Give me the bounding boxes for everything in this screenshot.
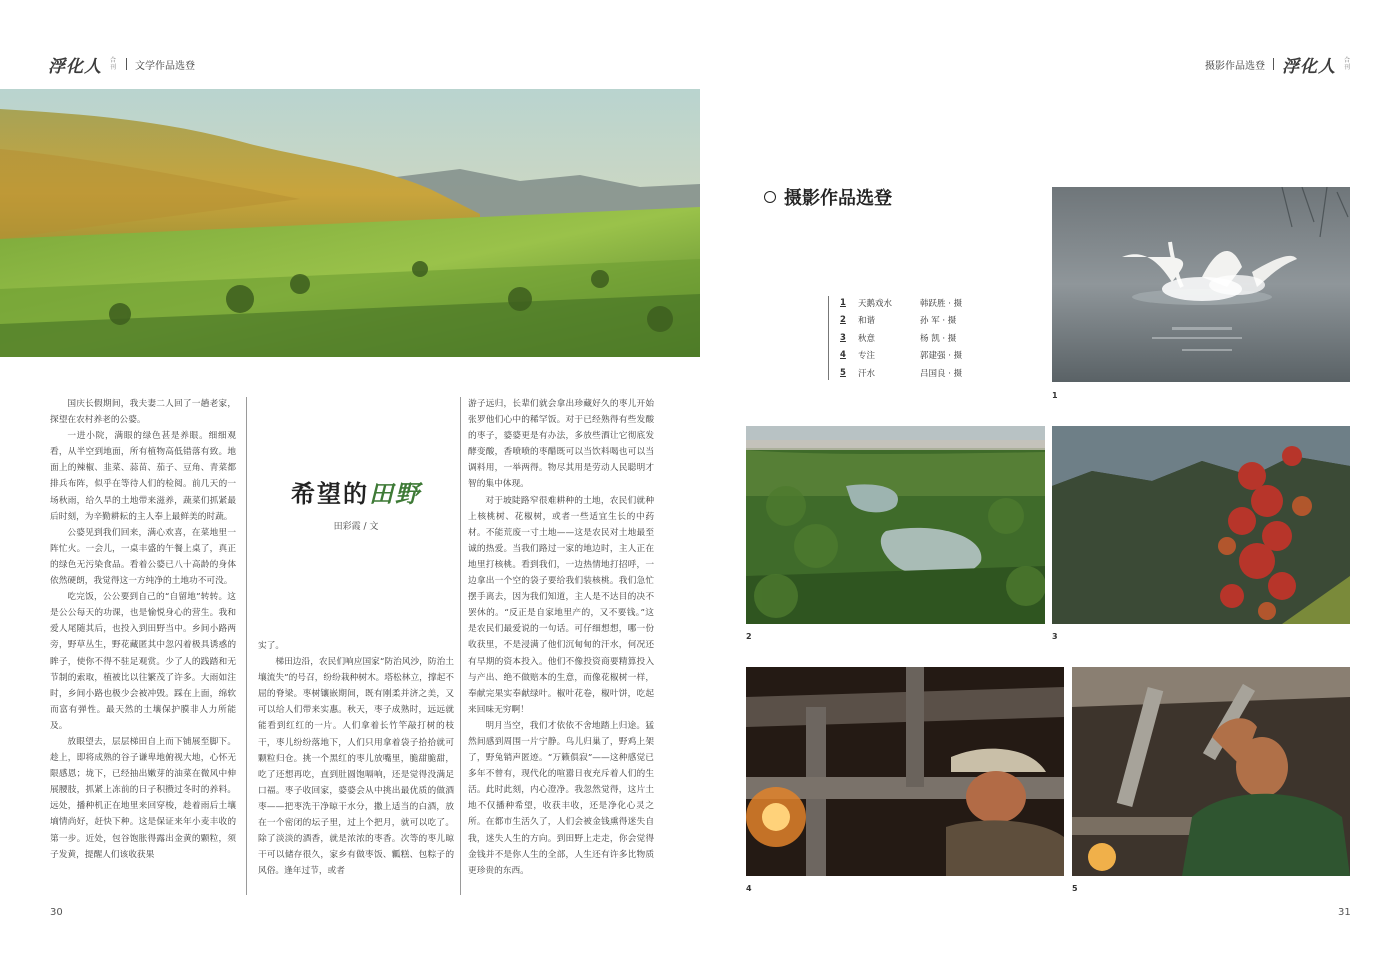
photo-section-title [764,184,892,210]
list-item [840,329,980,347]
item-number: 2 [840,315,846,326]
item-number: 3 [840,332,846,343]
item-title: 和谐 [858,316,876,327]
item-title: 汗水 [858,368,876,379]
article-column-1 [50,396,236,896]
photo-sweating-worker [1072,667,1350,876]
item-credit: 孙 军 · 摄 [920,316,957,327]
item-title: 秋意 [858,333,876,344]
paragraph: 对于坡陡路窄很难耕种的土地，农民们就种上核桃树、花椒树，或者一些适宜生长的中药材。不能荒废一寸土地——这是农民对土地最至诚的热爱。当我们路过一家的地边时，主人正在地里打核桃。看到我们，一边热情地打招呼，一边拿出一个空的袋子要给我们装核桃。我们急忙摆手离去，因为我们知道，主人是不达目的决不罢休的。“反正是自家地里产的，又不要钱。”这是农民们最爱说的一句话。可仔细想想，哪一份收获里，不是浸满了他们沉甸甸的汗水，何况还有早期的资本投入。他们不像投资商要精算投入与产出、绝不做赔本的生意，而像花椒树一样，奉献完果实奉献绿叶。椒叶花卷，椒叶饼，吃起来回味无穷啊！ [468,495,654,715]
section-name: 摄影作品选登 [1205,60,1265,72]
photo-caption: 4 [746,884,752,893]
section-name: 文学作品选登 [135,60,195,72]
paragraph: 游子远归，长辈们就会拿出珍藏好久的枣儿开始张罗他们心中的稀罕饭。对于已经熟得有些发酸的枣子，婆婆更是有办法，多放些酒让它彻底发酵变酸，香喷喷的枣醋既可以当饮料喝也可以当调料用，一举两得。物尽其用是劳动人民聪明才智的集中体现。 [468,399,654,490]
item-title: 专注 [858,351,876,362]
circle-bullet-icon [764,191,776,203]
photo-caption: 3 [1052,632,1058,641]
item-credit: 吕国良 · 摄 [920,368,963,379]
photo-autumn-vine [1052,426,1350,624]
contents-divider [828,296,829,380]
photo-section-title-text: 摄影作品选登 [784,188,892,209]
paragraph: 国庆长假期间，我夫妻二人回了一趟老家，探望在农村养老的公婆。 [50,399,236,426]
item-credit: 韩跃胜 · 摄 [920,298,963,309]
paragraph: 一进小院，满眼的绿色甚是养眼。细细观看，从半空到地面，所有植物高低错落有致。地面上的辣椒、韭菜、蒜苗、茄子、豆角、青菜都排兵布阵，似乎在等待人们的检阅。前几天的一场秋雨，给久旱的土地带来滋养，蔬菜们抓紧最后时刻，为辛勤耕耘的主人奉上最鲜美的时蔬。 [50,431,236,522]
article-title [258,474,454,509]
article-title-main: 希望的 [291,479,369,508]
magazine-logo: 浮化人 [1282,56,1336,77]
column-divider [460,397,461,895]
article-column-3 [468,396,654,896]
list-item [840,294,980,312]
item-credit: 杨 凯 · 摄 [920,333,957,344]
hero-landscape-photo [0,89,700,357]
article-title-accent: 田野 [369,479,421,508]
header-right [1205,54,1352,77]
photo-caption: 2 [746,632,752,641]
item-number: 4 [840,350,846,361]
logo-subtitle: 合刊 [1344,57,1351,71]
photo-focused-worker [746,667,1064,876]
header-left [48,54,195,77]
item-number: 5 [840,367,846,378]
list-item [840,312,980,330]
photo-caption: 1 [1052,391,1058,400]
header-divider [126,58,127,70]
column-divider [246,397,247,895]
list-item [840,347,980,365]
article-author: 田彩霞 / 文 [333,522,379,532]
photo-contents-list [828,294,980,382]
page-number-left: 30 [50,907,63,918]
list-item [840,364,980,382]
photo-swans [1052,187,1350,382]
item-title: 天鹅戏水 [858,298,893,309]
header-divider [1273,58,1274,70]
article-title-block [258,474,454,532]
photo-park-lake [746,426,1045,624]
paragraph: 公婆见到我们回来，满心欢喜，在菜地里一阵忙火。一会儿，一桌丰盛的午餐上桌了，真正的绿色无污染食品。看着公婆已八十高龄的身体依然硬朗，我觉得这一方纯净的土地功不可没。 [50,527,236,587]
magazine-logo: 浮化人 [48,56,102,77]
paragraph: 明月当空，我们才依依不舍地踏上归途。猛然间感到周围一片宁静。鸟儿归巢了，野鸡上架了，野兔销声匿迹。“万籁俱寂”——这种感觉已多年不曾有，现代化的喧嚣日夜充斥着人们的生活。此时此刻，内心澄净。我忽然觉得，这片土地不仅播种希望，收获丰收，还是净化心灵之所。在都市生活久了，人们会被金钱熏得迷失自我，迷失人生的方向。到田野上走走，你会觉得金钱并不是你人生的全部，人生还有许多比物质更珍贵的东西。 [468,720,654,876]
item-number: 1 [840,297,846,308]
page-number-right: 31 [1338,907,1351,918]
article-column-2 [258,638,454,896]
photo-caption: 5 [1072,884,1078,893]
paragraph: 吃完饭，公公要到自己的“自留地”转转。这是公公每天的功课，也是愉悦身心的营生。我和爱人尾随其后，也投入到田野当中。乡间小路两旁，野草丛生，野花藏匿其中忽闪着极具诱惑的眸子，使你不得不驻足观赏。少了人的践踏和无节制的索取，植被比以往繁茂了许多。大雨如注时，乡间小路也极少会被冲毁。踩在上面，绵软而富有弹性。最天然的土壤保护膜非人力所能及。 [50,592,236,731]
paragraph: 放眼望去，层层梯田自上而下铺展至脚下。趁上，即将成熟的谷子谦卑地俯视大地，心怀无限感恩；垅下，已经抽出嫩芽的油菜在微风中伸展腰肢，抓紧上冻前的日子积攒过冬时的养料。远处，播种机正在地里来回穿梭，趁着雨后土壤墒情尚好，赶快下种。这是保证来年小麦丰收的第一步。近处，包谷饱胀得露出金黄的颗粒，须子发黄，提醒人们该收获果 [50,736,236,860]
paragraph: 梯田边沿，农民们响应国家“防治风沙，防治土壤流失”的号召，纷纷栽种树木。塔松林立，撑起不屈的脊梁。枣树镶嵌期间，既有刚柔并济之美，又可以给人们带来实惠。秋天，枣子成熟时，远远就能看到红红的一片。人们拿着长竹竿敲打树的枝干，枣儿纷纷落地下，人们只用拿着袋子拾拾就可颗粒归仓。挑一个黑红的枣儿放嘴里，脆甜脆甜，吃了还想再吃，直到肚圆饱嗝响，还是觉得没满足口福。枣子收回家，婆婆会从中挑出最优质的做酒枣——把枣洗干净晾干水分，撒上适当的白酒，放在一个密闭的坛子里，过上个把月，就可以吃了。除了淡淡的酒香，就是浓浓的枣香。次等的枣儿晾干可以储存很久，家乡有做枣饭、瓤糕、包粽子的风俗。逢年过节，或者 [258,657,454,877]
item-credit: 郭建强 · 摄 [920,351,963,362]
logo-subtitle: 合刊 [110,57,117,71]
paragraph: 实了。 [258,641,285,651]
